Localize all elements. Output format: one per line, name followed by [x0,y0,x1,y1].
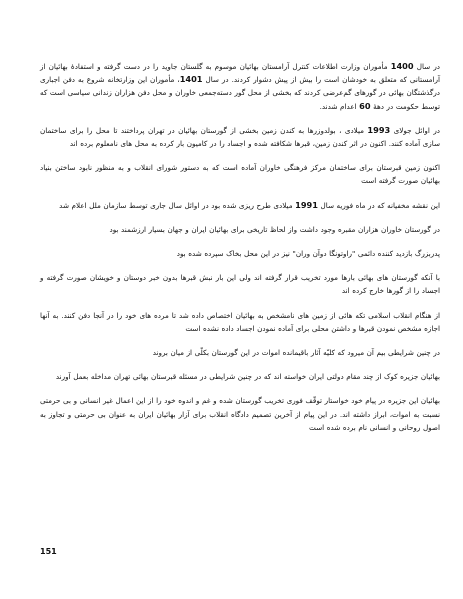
paragraph-7: با آنکه گورستان های بهائی بارها مورد تخریب قرار گرفته اند ولی این بار نبش قبرها بدون خبر دوستان و خویشان صورت گرفته و اجساد را از گورها خارج کرده اند [40,273,440,296]
document-body [40,60,440,445]
paragraph-1: در سال 1400 مأموران وزارت اطلاعات کنترل آرامستان بهائیان موسوم به گلستان جاوید را در دست گرفته و استفادهٔ بهائیان از آرامستانی که متعلق به خودشان است را بیش از پیش دشوار کردند. در سال 1401، مأموران این وزارتخانه شروع به دفن اجباری درگذشتگان بهائی در گورهای گم‌عرضی کردند که بخشی از محل گور دسته‌جمعی خاوران و محل دفن هزاران زندانی سیاسی است که توسط حکومت در دههٔ 60 اعدام شدند. [40,61,441,111]
number-highlight: 1993 [367,124,391,135]
number-highlight: 1400 [390,61,414,71]
number-highlight: 60 [359,100,371,111]
paragraph-11: بهائیان این جزیره در پیام خود خواستار توقّف فوری تخریب گورستان شده و غم و اندوه خود را از این اعمال غیر انسانی و بی حرمتی نسبت به اموات، ابراز داشته اند. در این پیام از آخرین تصمیم دادگاه انقلاب برای آزار بهائیان ایران به عنوان بی حرمتی و تجاوز به اصول روحانی و انسانی نام برده شده است [40,396,440,432]
paragraph-8: از هنگام انقلاب اسلامی تکه هائی از زمین های نامشخص به بهائیان اختصاص داده شد تا مرده های خود را در آنجا دفن کنند. به آنها اجازه مشخص نمودن قبرها و داشتن محلی برای آماده نمودن اجساد داده نشده است [40,310,440,333]
page-number: 151 [40,547,57,556]
paragraph-5: در گورستان خاوران هزاران مقبره وجود داشت واز لحاظ تاریخی برای بهائیان ایران و جهان بسیار ارزشمند بود [109,224,440,234]
paragraph-10: بهائیان جزیره کوک از چند مقام دولتی ایران خواسته اند که در چنین شرایطی در مسئله قبرستان بهائی تهران مداخله بعمل آورند [55,372,440,382]
paragraph-9: در چنین شرایطی بیم آن میرود که کلیّه آثار باقیمانده اموات در این گورستان بکلّی از میان بروند [152,348,440,358]
paragraph-2: در اوائل جولای 1993 میلادی ، بولدوزرها به کندن زمین بخشی از گورستان بهائیان در تهران پرداختند تا محل را برای ساختمان سازی آماده کنند. اکنون در اثر کندن زمین، قبرها شکافته شده و اجساد را در کامیون بار کرده به محل های نامعلوم برده اند [40,124,441,149]
paragraph-3: اکنون زمین قبرستان برای ساختمان مرکز فرهنگی خاوران آماده است که به دستور شورای انقلاب و به منظور نابود ساختن بنیاد بهائیان صورت گرفته است [40,163,440,186]
paragraph-6: پدربزرگ بازدید کننده دائمی "راوتونگا دوآن وران" نیز در این محل بخاک سپرده شده بود [176,249,440,259]
number-highlight: 1991 [295,199,318,210]
number-highlight: 1401 [179,74,203,85]
paragraph-4: این نقشه مخفیانه که در ماه فوریه سال 1991 میلادی طرح ریزی شده بود در اوائل سال جاری توسط سازمان ملل اعلام شد [59,199,440,210]
